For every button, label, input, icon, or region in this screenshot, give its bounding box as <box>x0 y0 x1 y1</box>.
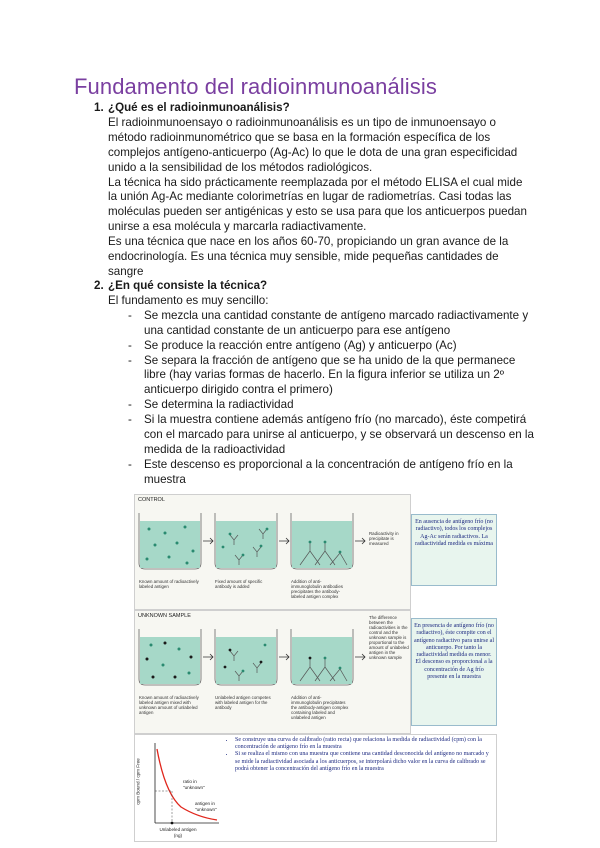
page-title: Fundamento del radioinmunoanálisis <box>74 74 437 99</box>
unknown-label: UNKNOWN SAMPLE <box>138 613 191 619</box>
bullet-item: - Si la muestra contiene además antígeno frío (no marcado), éste competirá con el marcado para unirse al anticuerpo, y se observará un descenso en la medida de la radioactividad <box>128 413 534 458</box>
section-1-paragraph-2: La técnica ha sido prácticamente reemplazada por el método ELISA el cual mide la unión Ag-Ac mediante colorimetrías en lugar de radiometrías. Casi todas las moléculas pueden ser antigénicas y esto se usa para que los anticuerpos puedan unirse a esa molécula y marcarla radiactivamente. <box>108 175 527 234</box>
section-2-intro: El fundamento es muy sencillo: <box>108 293 269 307</box>
section-1-heading <box>94 101 534 116</box>
calibration-note-item: • Se construye una curva de calibrado (ratio recta) que relaciona la medida de radiactividad (cpm) con la concentración de antígeno frío en la muestra <box>235 737 495 751</box>
arrow-icon <box>203 654 213 660</box>
section-2-heading <box>94 279 534 294</box>
arrow-icon <box>279 654 289 660</box>
antigen-unknown-label: antigen in "unknown" <box>195 801 217 812</box>
control-step-4-caption: Radioactivity in precipitate is measured <box>369 531 399 546</box>
control-panel <box>134 494 411 610</box>
bullet-item: - Se produce la reacción entre antígeno (Ag) y anticuerpo (Ac) <box>128 339 534 354</box>
arrow-icon <box>355 654 365 660</box>
arrow-icon <box>279 538 289 544</box>
section-2 <box>94 279 534 488</box>
bullet-item: - Se separa la fracción de antígeno que se ha unido de la que permanece libre (hay varias formas de hacerlo. En la figura inferior se utiliza un 2º anticuerpo dirigido contra el primero) <box>128 354 534 399</box>
bullet-item: - Se determina la radiactividad <box>128 398 534 413</box>
unknown-step-1-caption: Known amount of radioactively labeled antigen mixed with unknown amount of unlabeled antigen <box>139 695 199 715</box>
control-beaker-2 <box>215 513 277 569</box>
unknown-beaker-2 <box>215 629 277 685</box>
y-axis-label: cpm Bound / cpm Free <box>135 758 141 805</box>
x-axis-label: Unlabeled antigen (ng) <box>159 827 197 838</box>
control-beaker-3 <box>291 513 353 569</box>
calibration-note-item: • Si se realiza el mismo con una muestra que contiene una cantidad desconocida del antígeno no marcado y se mide la radiactividad asociada a los anticuerpos, se interpolará dicho valor en la curva de calibrado se podrá obtener la concentración del antígeno frío en la muestra <box>235 751 495 773</box>
unknown-panel <box>134 610 411 734</box>
section-1-paragraph-3: Es una técnica que nace en los años 60-70, propiciando un gran avance de la endocrinología. Es una técnica muy sensible, mide pequeñas cantidades de sangre <box>108 235 509 278</box>
arrow-icon <box>355 538 365 544</box>
section-1-number: 1. <box>94 101 104 114</box>
section-1-paragraph-1: El radioinmunoensayo o radioinmunoanálisis es un tipo de inmunoensayo o método radioinmunométrico que se basa en la formación específica de los complejos antígeno-anticuerpo (Ag-Ac) lo que le dota de una gran especificidad unido a la sensibilidad de los métodos radiológicos. <box>108 115 518 174</box>
section-2-title: ¿En qué consiste la técnica? <box>108 279 268 292</box>
control-step-1-caption: Known amount of radioactively labeled antigen <box>139 579 199 589</box>
section-2-number: 2. <box>94 279 104 292</box>
calibration-panel <box>134 734 497 842</box>
control-note: En ausencia de antígeno frío (no radiactivo), todos los complejos Ag-Ac serán radiactivos. La radiactividad medida es máxima <box>411 514 497 586</box>
control-beaker-1 <box>139 513 201 569</box>
unknown-point <box>171 822 174 825</box>
unknown-note: En presencia de antígeno frío (no radiactivo), éste compite con el antígeno radiactivo para unirse al anticuerpo. Por tanto la radiactividad medida es menor. El descenso es proporcional a la concentración de Ag frío presente en la muestra <box>411 618 497 726</box>
unknown-step-2-caption: Unlabeled antigen competes with labeled antigen for the antibody <box>215 695 271 710</box>
control-label: CONTROL <box>138 497 165 503</box>
control-step-2-caption: Fixed amount of specific antibody is added <box>215 579 263 589</box>
unknown-step-3-caption: Addition of anti-immunoglobulin precipitates the antibody-antigen complex containing labeled and unlabeled antigen <box>291 695 349 720</box>
unknown-beaker-3 <box>291 629 353 685</box>
control-step-3-caption: Addition of anti-immunoglobulin antibodies precipitates the antibody-labeled antigen complex <box>291 579 343 599</box>
section-1-title: ¿Qué es el radioinmunoanálisis? <box>108 101 290 114</box>
bullet-item: - Se mezcla una cantidad constante de antígeno marcado radiactivamente y una cantidad constante de un anticuerpo para ese antígeno <box>128 309 534 339</box>
section-2-bullet-list <box>128 309 534 488</box>
bullet-item: - Este descenso es proporcional a la concentración de antígeno frío en la muestra <box>128 458 534 488</box>
section-1 <box>94 101 534 280</box>
ratio-unknown-label: ratio in "unknown" <box>183 779 205 790</box>
arrow-icon <box>203 538 213 544</box>
calibration-notes <box>227 737 495 773</box>
ria-figure <box>134 494 497 842</box>
unknown-step-4-caption: The difference between the radioactivities in the control and the unknown sample is proportional to the amount of unlabeled antigen in the unknown sample <box>369 615 409 660</box>
control-beakers <box>135 507 410 587</box>
